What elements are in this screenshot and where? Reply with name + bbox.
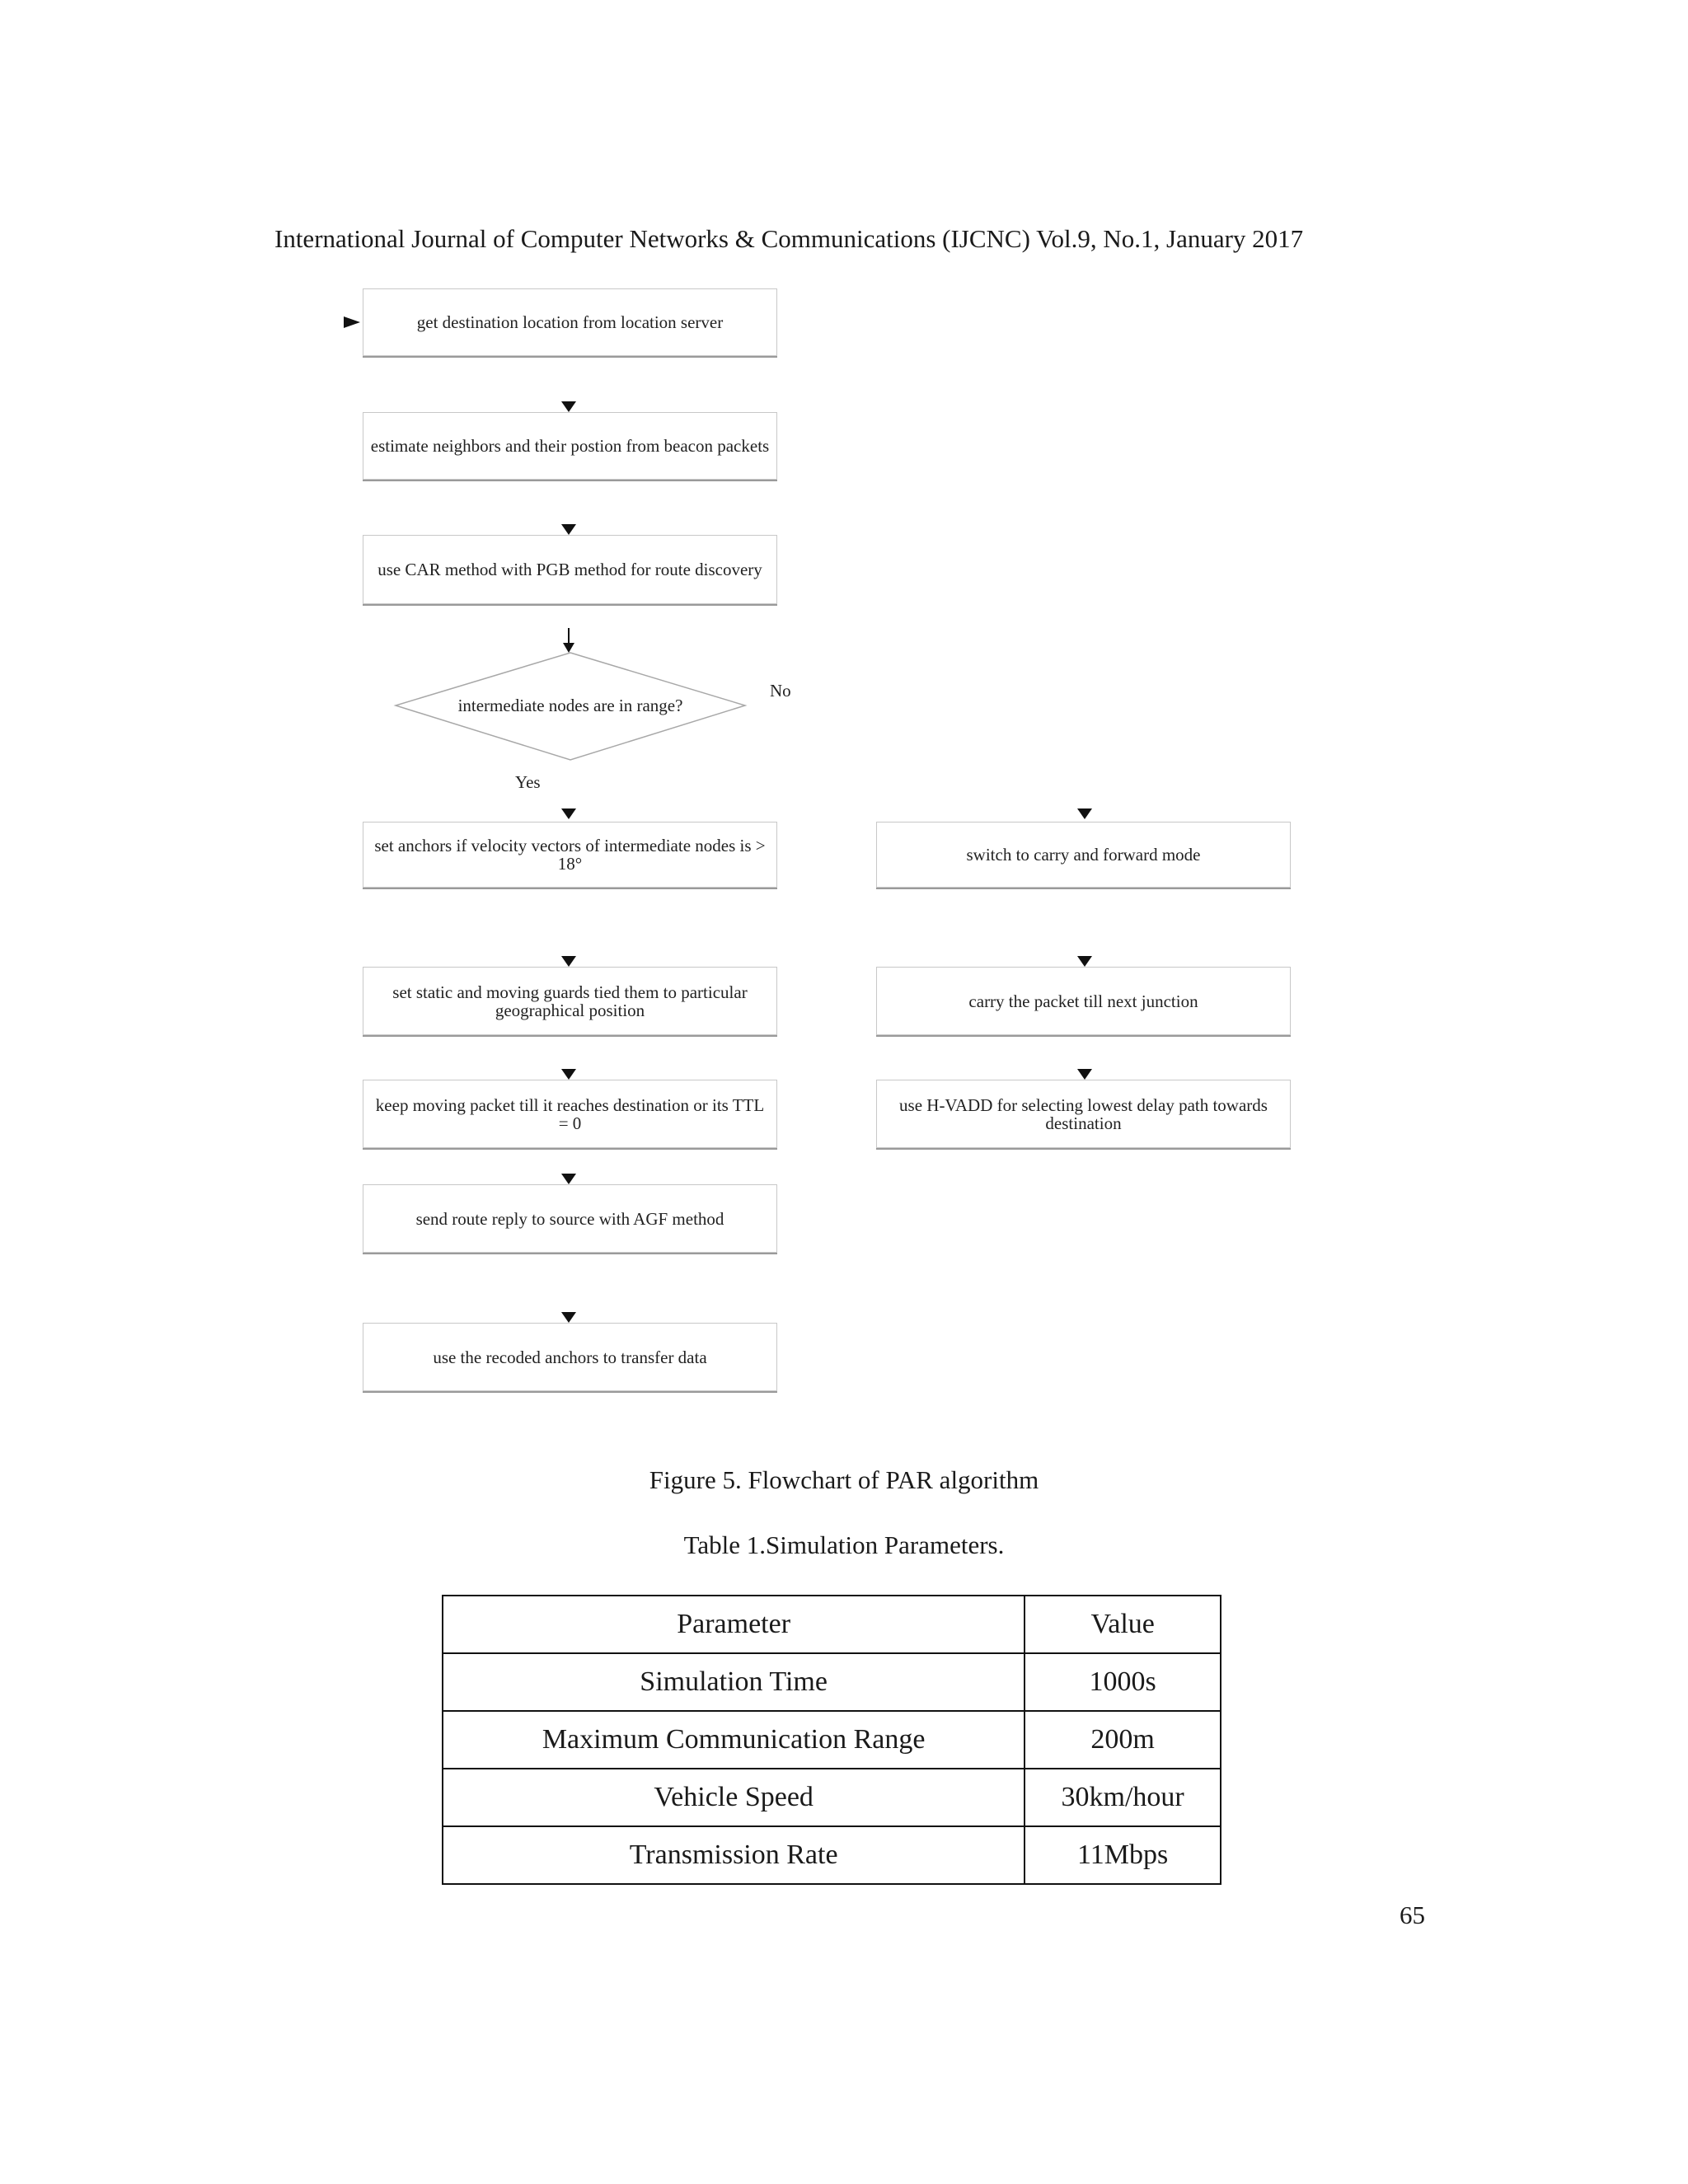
decision-diamond [394, 651, 747, 760]
table-cell: Vehicle Speed [443, 1769, 1025, 1826]
running-header: International Journal of Computer Networks & Communications (IJCNC) Vol.9, No.1, January 2017 [274, 224, 1304, 253]
arrow-down [561, 1312, 576, 1323]
arrow-down [561, 1069, 576, 1080]
table-row [443, 1769, 1221, 1826]
flowchart-step: send route reply to source with AGF method [363, 1184, 777, 1253]
table-cell: Maximum Communication Range [443, 1711, 1025, 1769]
arrow-down [561, 956, 576, 967]
page-number: 65 [1400, 1900, 1425, 1929]
flowchart-step: keep moving packet till it reaches destination or its TTL = 0 [363, 1080, 777, 1148]
flowchart-step: switch to carry and forward mode [876, 822, 1291, 888]
flowchart-step: get destination location from location server [363, 288, 777, 356]
arrow-down [561, 1174, 576, 1184]
flowchart-step: set anchors if velocity vectors of intermediate nodes is > 18° [363, 822, 777, 888]
flowchart-step: estimate neighbors and their postion from beacon packets [363, 412, 777, 480]
table-cell: 30km/hour [1025, 1769, 1221, 1826]
table-row [443, 1711, 1221, 1769]
table-cell: 11Mbps [1025, 1826, 1221, 1884]
arrow-down [1077, 808, 1092, 819]
no-label: No [770, 681, 791, 701]
table-cell: Simulation Time [443, 1653, 1025, 1711]
table-header-row [443, 1596, 1221, 1653]
column-header: Value [1025, 1596, 1221, 1653]
table-row [443, 1826, 1221, 1884]
table-cell: Transmission Rate [443, 1826, 1025, 1884]
table-cell: 200m [1025, 1711, 1221, 1769]
arrow-down [1077, 1069, 1092, 1080]
decision-text: intermediate nodes are in range? [457, 696, 683, 715]
arrow-down [561, 808, 576, 819]
flowchart-step: carry the packet till next junction [876, 967, 1291, 1035]
column-header: Parameter [443, 1596, 1025, 1653]
yes-label: Yes [515, 772, 541, 792]
flowchart-step: set static and moving guards tied them to particular geographical position [363, 967, 777, 1035]
table-caption: Table 1.Simulation Parameters. [683, 1530, 1005, 1559]
flowchart-step: use the recoded anchors to transfer data [363, 1323, 777, 1391]
arrow-down [1077, 956, 1092, 967]
flowchart-step: use H-VADD for selecting lowest delay path towards destination [876, 1080, 1291, 1148]
flowchart-step: use CAR method with PGB method for route discovery [363, 535, 777, 604]
table-row [443, 1653, 1221, 1711]
figure-caption: Figure 5. Flowchart of PAR algorithm [649, 1465, 1039, 1494]
simulation-parameters-table [442, 1595, 1221, 1885]
table-cell: 1000s [1025, 1653, 1221, 1711]
